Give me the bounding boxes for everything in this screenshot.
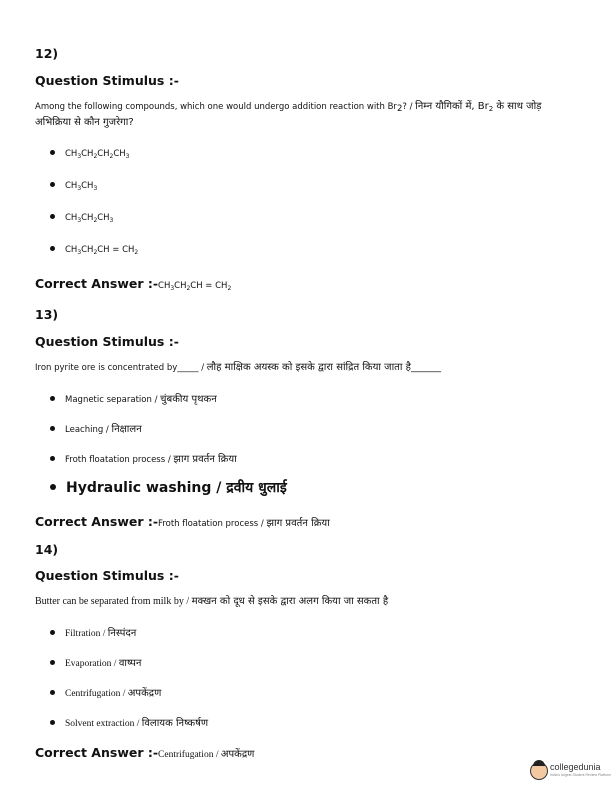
- bullet-icon: [50, 426, 55, 431]
- collegedunia-logo: [530, 760, 611, 784]
- option-item: $CH_3CH_2CH = CH_2$: [50, 245, 138, 255]
- question-text-en: Butter can be separated from milk by /: [35, 596, 192, 607]
- logo-tagline: India's largest Student Review Platform: [550, 773, 611, 777]
- correct-answer-value: Froth floatation process / झाग प्रवर्तन क्रिया: [158, 518, 330, 529]
- question-stimulus-label: Question Stimulus :-: [35, 568, 179, 583]
- correct-answer: [35, 273, 231, 292]
- question-number: 12): [35, 46, 59, 61]
- correct-answer-label: Correct Answer :-: [35, 514, 159, 529]
- option-item: Filtration / निस्पंदन: [50, 625, 136, 639]
- bullet-icon: [50, 484, 56, 490]
- option-item: Solvent extraction / विलायक निष्कर्षण: [50, 715, 208, 729]
- logo-name: collegedunia: [550, 762, 601, 772]
- bullet-icon: [50, 456, 55, 461]
- bullet-icon: [50, 660, 55, 665]
- option-item: Magnetic separation / चुंबकीय पृथकन: [50, 391, 217, 405]
- option-item: Hydraulic washing / द्रवीय धुलाई: [50, 478, 287, 497]
- bullet-icon: [50, 396, 55, 401]
- question-number: 13): [35, 307, 59, 322]
- bullet-icon: [50, 690, 55, 695]
- question-text: [35, 360, 580, 376]
- correct-answer-label: Correct Answer :-: [35, 745, 159, 760]
- bullet-icon: [50, 214, 55, 219]
- question-text: Among the following compounds, which one would undergo addition reaction with $Br_2$? / निम्न यौगिकों में, $Br_2$ के साथ जोड़ अभिक्रिया से कौन गुजरेगा?: [35, 101, 542, 128]
- option-item: $CH_3CH_3$: [50, 181, 97, 191]
- question-stimulus-label: Question Stimulus :-: [35, 334, 179, 349]
- bullet-icon: [50, 182, 55, 187]
- correct-answer: [35, 742, 254, 761]
- option-item: Evaporation / वाष्पन: [50, 655, 141, 669]
- correct-answer-label: Correct Answer :-: [35, 276, 159, 291]
- bullet-icon: [50, 150, 55, 155]
- bullet-icon: [50, 720, 55, 725]
- option-item: Froth floatation process / झाग प्रवर्तन क्रिया: [50, 451, 237, 465]
- question-text-hi: निम्न यौगिकों में, Br: [415, 101, 489, 112]
- question-text-en: Among the following compounds, which one would undergo addition reaction with Br: [35, 102, 397, 112]
- option-item: $CH_3CH_2CH_3$: [50, 213, 113, 223]
- correct-answer-value: $CH_3CH_2CH = CH_2$: [158, 281, 232, 292]
- question-text-hi: मक्खन को दूध से इसके द्वारा अलग किया जा सकता है: [191, 596, 389, 607]
- bullet-icon: [50, 246, 55, 251]
- question-stimulus-label: Question Stimulus :-: [35, 73, 179, 88]
- question-text-en: Iron pyrite ore is concentrated by_____ /: [35, 363, 207, 373]
- option-item: $CH_3CH_2CH_2CH_3$: [50, 149, 129, 159]
- option-item: Leaching / निक्षालन: [50, 421, 142, 435]
- correct-answer-value: Centrifugation / अपकेंद्रण: [158, 749, 255, 760]
- option-item: Centrifugation / अपकेंद्रण: [50, 685, 161, 699]
- correct-answer: [35, 511, 330, 530]
- mascot-icon: [530, 762, 548, 780]
- question-text: [35, 594, 580, 610]
- question-text-hi: लौह माक्षिक अयस्क को इसके द्वारा सांद्रित किया जाता है______: [206, 362, 441, 373]
- bullet-icon: [50, 630, 55, 635]
- question-number: 14): [35, 542, 59, 557]
